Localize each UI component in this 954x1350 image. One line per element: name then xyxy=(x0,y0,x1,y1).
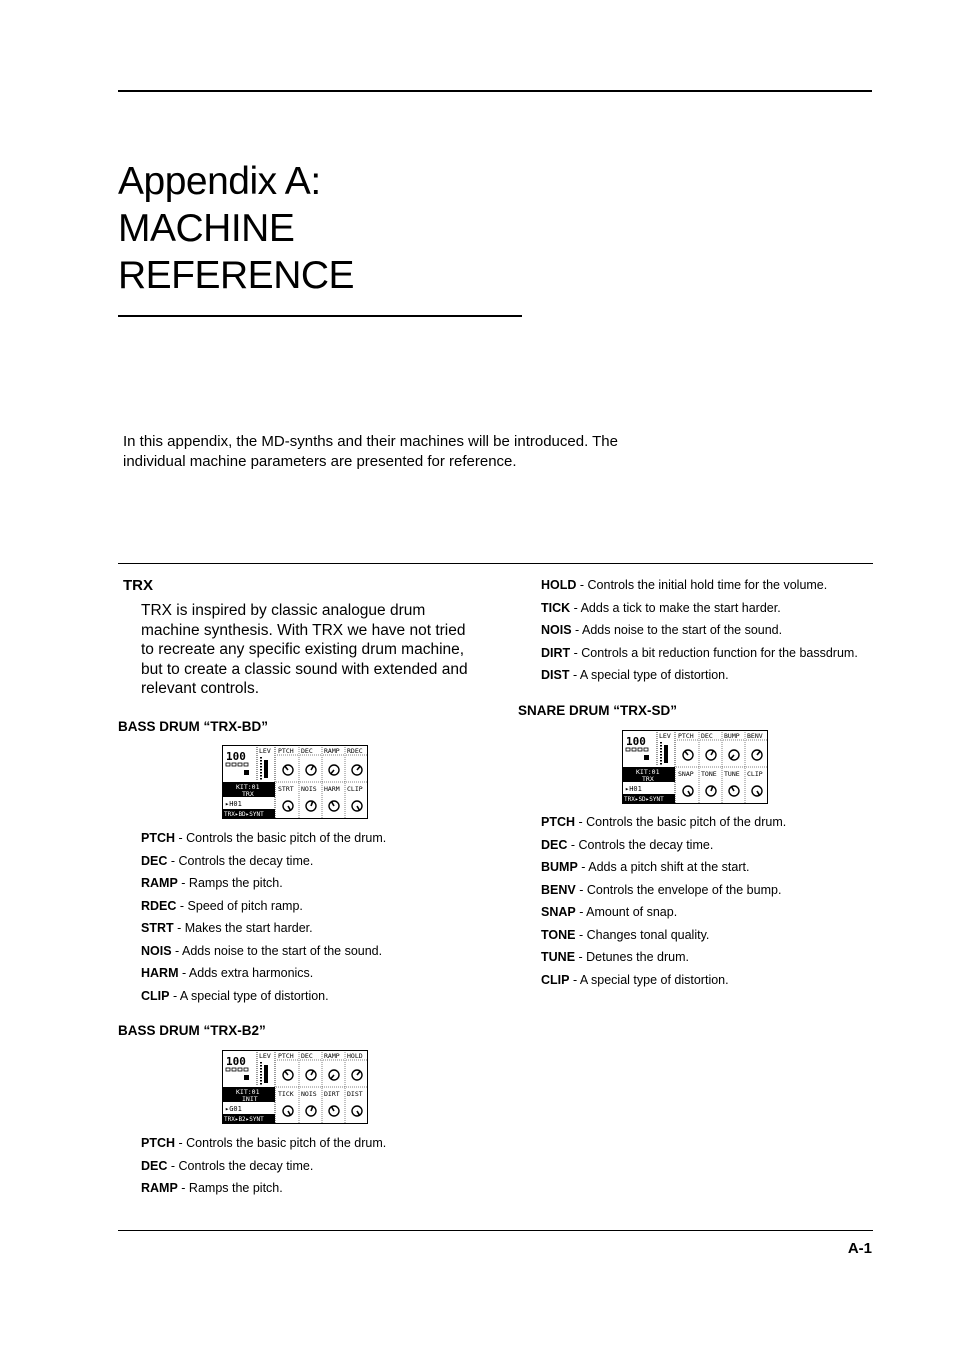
param-name: CLIP xyxy=(141,988,170,1003)
param-label: BUMP xyxy=(724,732,740,740)
param-name: SNAP xyxy=(541,905,576,919)
kit-label: KIT:01 xyxy=(236,1088,260,1096)
param-name: DEC xyxy=(141,853,168,868)
level-value: 100 xyxy=(626,735,646,748)
param-description: - Adds a pitch shift at the start. xyxy=(577,860,750,874)
param-description: - Controls the basic pitch of the drum. xyxy=(175,1136,387,1150)
b2-param-list-cont xyxy=(541,574,858,687)
title-underline xyxy=(118,315,522,317)
b2-screen xyxy=(222,1050,368,1124)
param-item xyxy=(541,574,858,597)
param-name: DIRT xyxy=(541,645,571,660)
param-label: DEC xyxy=(701,732,713,740)
param-item xyxy=(541,642,858,665)
param-description: - Adds noise to the start of the sound. xyxy=(171,943,383,958)
param-description: - Detunes the drum. xyxy=(575,950,689,964)
param-description: - Controls the decay time. xyxy=(167,1158,314,1173)
param-label: TONE xyxy=(701,770,717,778)
param-label: STRT xyxy=(278,785,294,793)
param-description: - Controls the initial hold time for the volume. xyxy=(576,578,828,592)
param-label: PTCH xyxy=(678,732,694,740)
param-item xyxy=(541,924,786,947)
bd-screen xyxy=(222,745,368,819)
param-description: - Adds noise to the start of the sound. xyxy=(571,623,783,637)
param-label: CLIP xyxy=(347,785,363,793)
param-description: - Controls a bit reduction function for the bassdrum. xyxy=(570,645,858,660)
param-label: RDEC xyxy=(347,747,363,755)
machine-label: TRX▸B2▸SYNT xyxy=(224,1116,264,1123)
param-label: PTCH xyxy=(278,1052,294,1060)
param-label: HARM xyxy=(324,785,340,793)
title-line-2: MACHINE xyxy=(118,207,295,250)
param-description: - Adds extra harmonics. xyxy=(178,966,314,980)
param-item xyxy=(541,969,786,992)
kit-name: TRX xyxy=(642,775,654,783)
param-label: DIST xyxy=(347,1090,363,1098)
param-item xyxy=(541,856,786,879)
kit-label: KIT:01 xyxy=(636,768,660,776)
param-description: - A special type of distortion. xyxy=(569,972,729,987)
title-line-3: REFERENCE xyxy=(118,254,355,297)
param-name: TICK xyxy=(541,600,571,615)
param-name: DEC xyxy=(141,1158,168,1173)
param-description: - A special type of distortion. xyxy=(169,988,329,1003)
param-name: RAMP xyxy=(141,876,178,890)
param-item xyxy=(141,895,386,918)
param-description: - Controls the basic pitch of the drum. xyxy=(175,831,387,845)
top-rule xyxy=(118,90,872,92)
param-name: NOIS xyxy=(141,943,172,958)
param-item xyxy=(141,1177,386,1200)
param-name: BUMP xyxy=(541,860,578,874)
param-description: - Changes tonal quality. xyxy=(575,927,710,942)
b2-heading: BASS DRUM “TRX-B2” xyxy=(118,1023,266,1038)
param-description: - Controls the decay time. xyxy=(167,853,314,868)
param-item xyxy=(541,834,786,857)
param-label: SNAP xyxy=(678,770,694,778)
param-item xyxy=(141,1155,386,1178)
param-name: PTCH xyxy=(141,831,176,845)
param-description: - A special type of distortion. xyxy=(569,668,729,682)
param-description: - Controls the basic pitch of the drum. xyxy=(575,815,787,829)
lev-label: LEV xyxy=(259,1052,271,1060)
param-item xyxy=(141,985,386,1008)
lev-label: LEV xyxy=(659,732,671,740)
sd-param-list xyxy=(541,811,786,991)
param-item xyxy=(141,1132,386,1155)
param-name: DIST xyxy=(541,668,570,682)
level-value: 100 xyxy=(226,750,246,763)
param-name: HOLD xyxy=(541,578,577,592)
kit-name: INIT xyxy=(242,1095,258,1103)
title-line-1: Appendix A: xyxy=(118,160,321,203)
param-item xyxy=(541,664,858,687)
param-label: DEC xyxy=(301,747,313,755)
param-label: HOLD xyxy=(347,1052,363,1060)
param-name: CLIP xyxy=(541,972,570,987)
param-item xyxy=(141,917,386,940)
param-item xyxy=(141,827,386,850)
pattern-label: ▸G01 xyxy=(225,1105,242,1113)
sd-screen xyxy=(622,730,768,804)
section-rule xyxy=(118,563,873,564)
footer-rule xyxy=(118,1230,873,1231)
machine-label: TRX▸SD▸SYNT xyxy=(624,796,664,803)
param-item xyxy=(141,850,386,873)
param-name: DEC xyxy=(541,837,568,852)
param-name: HARM xyxy=(141,966,179,980)
param-label: RAMP xyxy=(324,1052,340,1060)
intro-paragraph: In this appendix, the MD-synths and their machines will be introduced. The individual machine parameters are presented for reference. xyxy=(123,433,618,470)
param-description: - Makes the start harder. xyxy=(173,921,313,935)
param-name: BENV xyxy=(541,882,576,897)
param-name: STRT xyxy=(141,921,174,935)
param-item xyxy=(541,901,786,924)
param-description: - Controls the envelope of the bump. xyxy=(575,882,782,897)
param-item xyxy=(541,946,786,969)
param-label: NOIS xyxy=(301,1090,317,1098)
pattern-label: ▸H01 xyxy=(225,800,242,808)
page-title xyxy=(118,158,354,299)
param-item xyxy=(141,940,386,963)
pattern-label: ▸H01 xyxy=(625,785,642,793)
bd-param-list xyxy=(141,827,386,1007)
param-label: TICK xyxy=(278,1090,294,1098)
param-name: TUNE xyxy=(541,950,576,964)
param-item xyxy=(541,879,786,902)
kit-label: KIT:01 xyxy=(236,783,260,791)
param-label: PTCH xyxy=(278,747,294,755)
param-name: PTCH xyxy=(541,815,576,829)
param-description: - Speed of pitch ramp. xyxy=(176,898,303,913)
param-name: NOIS xyxy=(541,623,572,637)
param-name: TONE xyxy=(541,927,576,942)
lev-label: LEV xyxy=(259,747,271,755)
param-name: RAMP xyxy=(141,1181,178,1195)
param-item xyxy=(141,962,386,985)
param-name: RDEC xyxy=(141,898,177,913)
param-label: NOIS xyxy=(301,785,317,793)
param-label: DIRT xyxy=(324,1090,340,1098)
param-item xyxy=(541,811,786,834)
param-label: RAMP xyxy=(324,747,340,755)
param-label: BENV xyxy=(747,732,763,740)
page-number: A-1 xyxy=(847,1240,872,1257)
param-description: - Adds a tick to make the start harder. xyxy=(570,600,781,615)
sd-heading: SNARE DRUM “TRX-SD” xyxy=(518,703,678,718)
param-label: CLIP xyxy=(747,770,763,778)
param-item xyxy=(541,619,858,642)
trx-description: TRX is inspired by classic analogue drum machine synthesis. With TRX we have not tried to recreate any specific existing drum machine, but to create a classic sound with extended and relevant controls. xyxy=(141,602,468,697)
bd-heading: BASS DRUM “TRX-BD” xyxy=(118,719,268,734)
machine-label: TRX▸BD▸SYNT xyxy=(224,811,264,818)
b2-param-list xyxy=(141,1132,386,1200)
param-label: DEC xyxy=(301,1052,313,1060)
param-name: PTCH xyxy=(141,1136,176,1150)
param-description: - Ramps the pitch. xyxy=(177,876,283,890)
kit-name: TRX xyxy=(242,790,254,798)
param-label: TUNE xyxy=(724,770,740,778)
param-item xyxy=(541,597,858,620)
param-item xyxy=(141,872,386,895)
level-value: 100 xyxy=(226,1055,246,1068)
trx-heading: TRX xyxy=(123,577,153,594)
param-description: - Ramps the pitch. xyxy=(177,1181,283,1195)
param-description: - Controls the decay time. xyxy=(567,837,714,852)
param-description: - Amount of snap. xyxy=(575,905,678,919)
